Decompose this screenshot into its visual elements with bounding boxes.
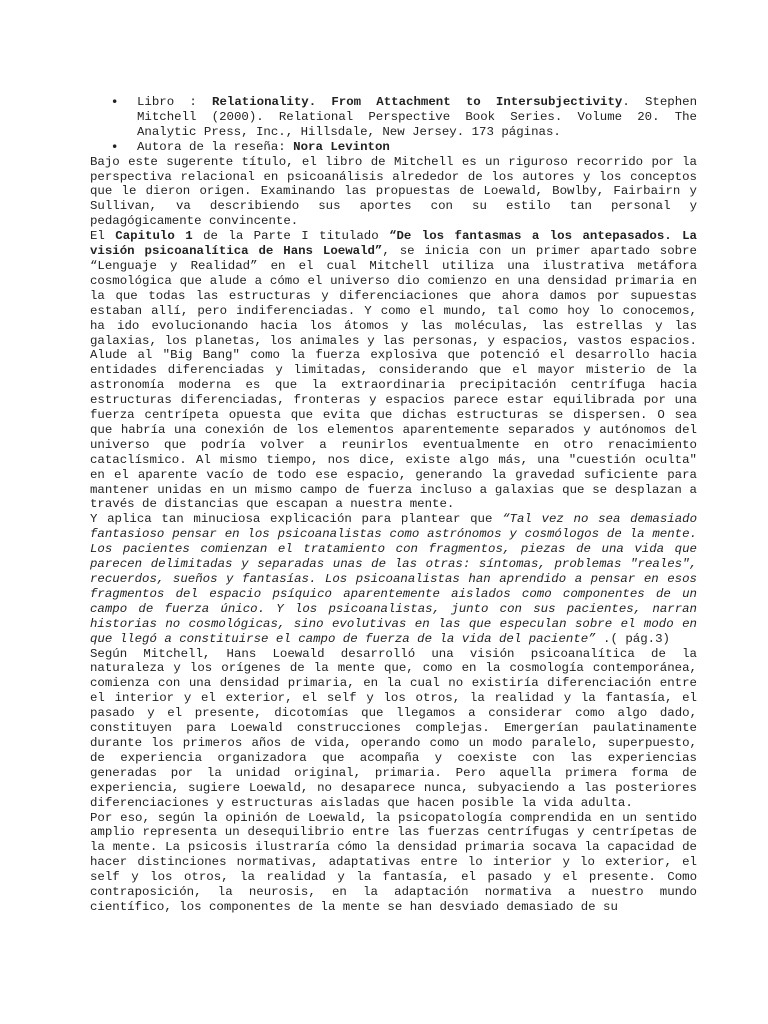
text-run: de la Parte I titulado [192,229,390,244]
book-title: Relationality. From Attachment to Intersubjectivity [212,95,623,109]
text-run: Y aplica tan minuciosa explicación para plantear que [90,512,503,527]
paragraph-quote [90,512,697,646]
text-run: , se inicia con un primer apartado sobre “Lenguaje y Realidad” en el cual Mitchell utiliza una ilustrativa metáfora cosmológica que alude a cómo el universo dio comienzo en una densidad primaria en la que todas las estructuras y diferenciaciones que ahora damos por supuestas estaban allí, pero indiferenciadas. Y como el mundo, tal como hoy lo conocemos, ha ido evolucionando hacia los átomos y las moléculas, las estrellas y las galaxias, los planetas, los animales y las personas, y espacios, vastos espacios. Alude al "Big Bang" como la fuerza explosiva que potenció el desarrollo hacia entidades diferenciadas y limitadas, considerando que el mayor misterio de la astronomía moderna es que la extraordinaria precipitación centrífuga hacia estructuras diferenciadas, fronteras y espacios parece estar equilibrada por una fuerza centrípeta opuesta que evita que dichas estructuras se dispersen. O sea que habría una conexión de los elementos aparentemente separados y autónomos del universo que podría volver a reunirlos eventualmente en otro renacimiento cataclísmico. Al mismo tiempo, nos dice, existe algo más, una "cuestión oculta" en el aparente vacío de todo ese espacio, generando la gravedad suficiente para mantener unidas en un mismo campo de fuerza incluso a galaxias que se desplazan a través de distancias que escapan a nuestra mente. [90,244,697,512]
page-citation: .( pág.3) [595,631,670,646]
chapter-title: “De los fantasmas a los antepasados. La visión psicoanalítica de Hans Loewald” [90,229,697,259]
reviewer-item [111,140,697,155]
book-info-list [90,95,697,155]
book-details: . Stephen Mitchell (2000). Relational Perspective Book Series. Volume 20. The Analytic Press, Inc., Hillsdale, New Jersey. 173 páginas. [137,95,697,139]
paragraph-psychopathology: Por eso, según la opinión de Loewald, la psicopatología comprendida en un sentido amplio representa un desequilibrio entre las fuerzas centrífugas y centrípetas de la mente. La psicosis ilustraría cómo la densidad primaria socava la capacidad de hacer distinciones normativas, adaptativas entre lo interior y lo exterior, el self y los otros, la realidad y la fantasía, el pasado y el presente. Como contraposición, la neurosis, en la adaptación normativa a nuestro mundo científico, los componentes de la mente se han desviado demasiado de su [90,810,697,914]
paragraph-intro: Bajo este sugerente título, el libro de Mitchell es un riguroso recorrido por la perspectiva relacional en psicoanálisis alrededor de los autores y los conceptos que le dieron origen. Examinando las propuestas de Loewald, Bowlby, Fairbairn y Sullivan, va describiendo sus aportes con su estilo tan personal y pedagógicamente convincente. [90,154,697,229]
book-prefix: Libro : [137,95,213,109]
chapter-label: Capitulo 1 [115,229,193,244]
paragraph-chapter-one [90,229,697,512]
italic-quotation: “Tal vez no sea demasiado fantasioso pensar en los psicoanalistas como astrónomos y cosmólogos de la mente. Los pacientes comienzan el tratamiento con fragmentos, piezas de una vida que parecen delimitadas y separadas unas de las otras: síntomas, problemas "reales", recuerdos, sueños y fantasías. Los psicoanalistas han aprendido a pensar en esos fragmentos del espacio psíquico aparentemente aislados como componentes de un campo de fuerza único. Y los psicoanalistas, junto con sus pacientes, narran historias no cosmológicas, sino evolutivas en las que especulan sobre el modo en que llegó a constituirse el campo de fuerza de la vida del paciente” [90,512,698,646]
book-reference-item [111,95,697,140]
paragraph-loewald: Según Mitchell, Hans Loewald desarrolló una visión psicoanalítica de la naturaleza y los orígenes de la mente que, como en la cosmología contemporánea, comienza con una densidad primaria, en la cual no existiría diferenciación entre el interior y el exterior, el self y los otros, la realidad y la fantasía, el pasado y el presente, dicotomías que llegamos a considerar como algo dado, constituyen para Loewald construcciones complejas. Emergerían paulatinamente durante los primeros años de vida, operando como un modo paralelo, superpuesto, de experiencia organizadora que acompaña y coexiste con las experiencias generadas por la unidad original, primaria. Pero aquella primera forma de experiencia, sugiere Loewald, no desaparece nunca, subyaciendo a las posteriores diferenciaciones y estructuras aisladas que hacen posible la vida adulta. [90,646,697,810]
reviewer-name: Nora Levinton [293,139,390,154]
reviewer-prefix: Autora de la reseña: [137,139,294,154]
text-run: El [90,229,116,244]
